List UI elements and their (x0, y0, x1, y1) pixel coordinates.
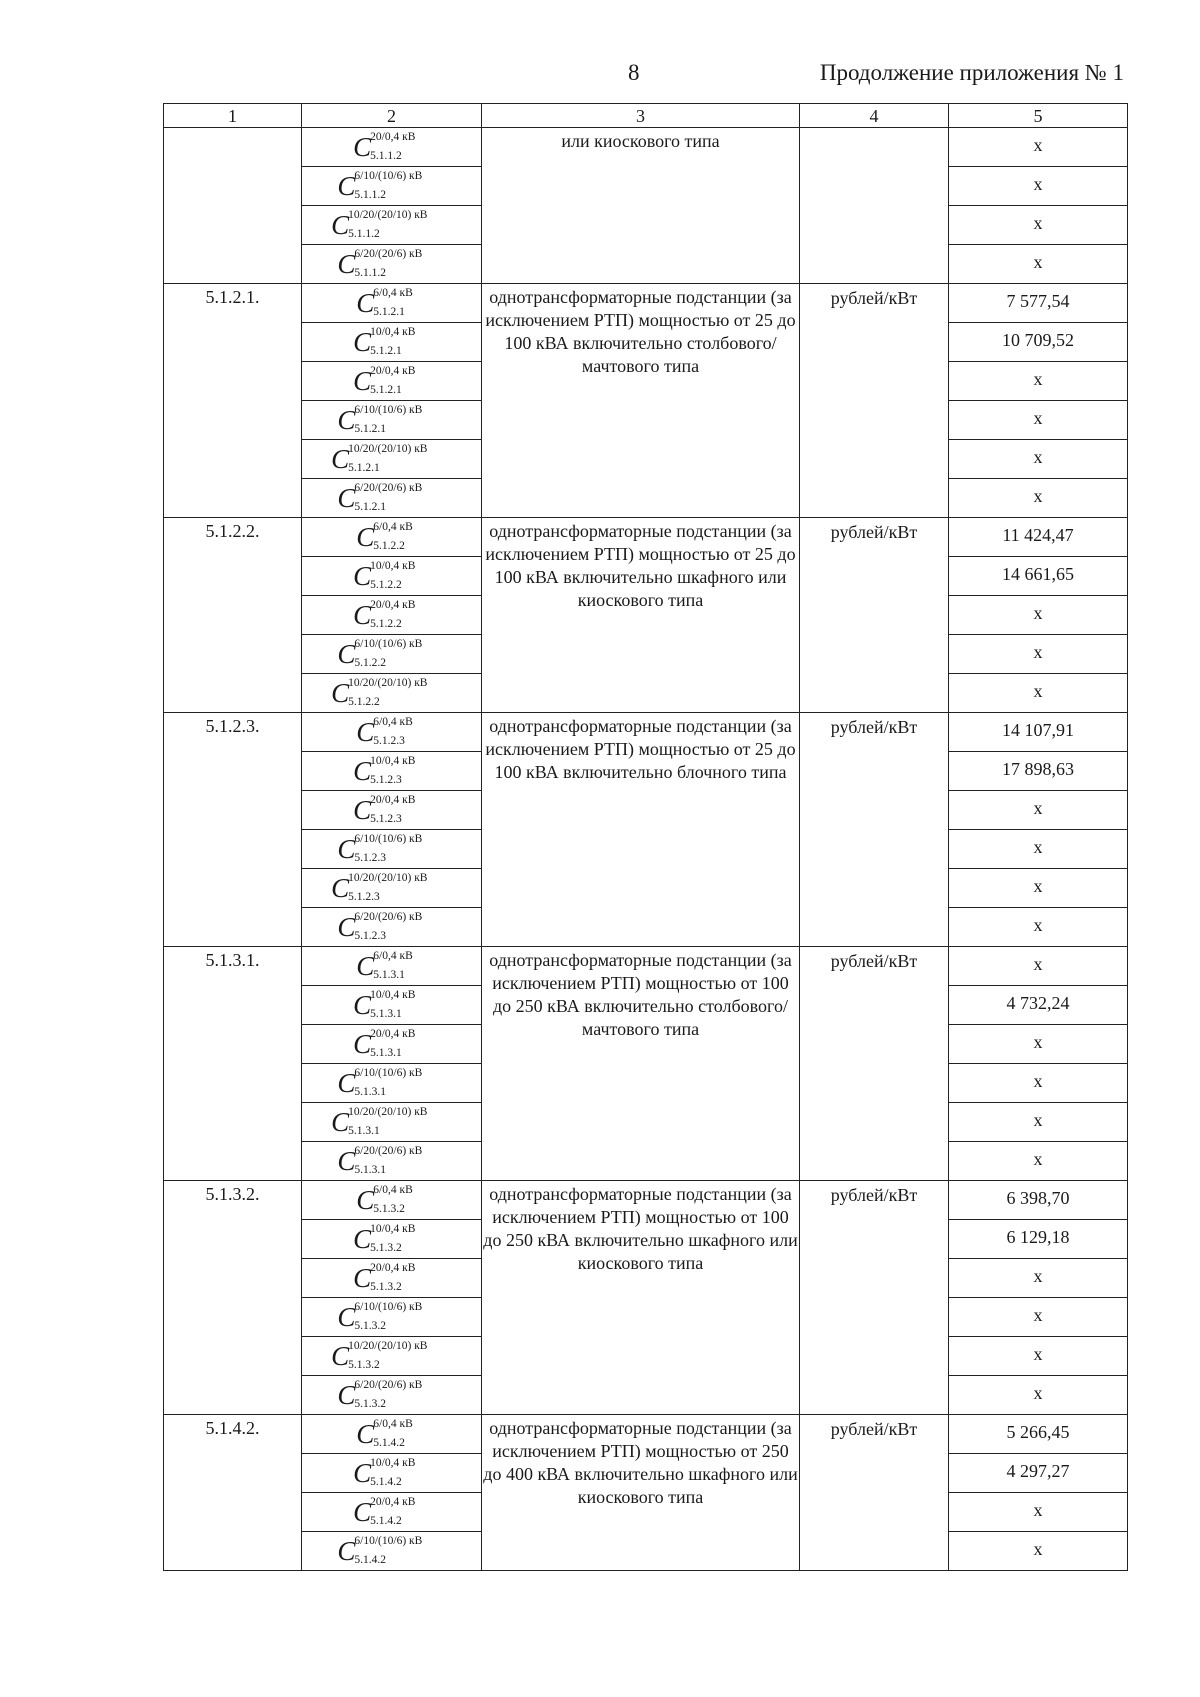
page-header-title: Продолжение приложения № 1 (819, 60, 1124, 85)
coefficient-index: 5.1.4.2 (370, 1476, 402, 1488)
coefficient-cell (302, 1337, 482, 1376)
coefficient-cell (302, 674, 482, 713)
value-cell: х (949, 167, 1128, 206)
coefficient-symbol (337, 403, 445, 437)
description-cell: однотрансформаторные подстанции (за исключением РТП) мощностью от 100 до 250 кВА включительно столбового/мачтового типа (482, 947, 800, 1181)
coefficient-voltage: 20/0,4 кВ (370, 365, 416, 377)
coefficient-symbol (353, 1222, 430, 1256)
coefficient-letter: C (353, 132, 372, 162)
coefficient-voltage: 10/0,4 кВ (370, 1457, 416, 1469)
coefficient-symbol (356, 949, 426, 983)
table-row (164, 947, 1128, 986)
coefficient-cell (302, 635, 482, 674)
coefficient-index: 5.1.2.2 (370, 618, 402, 630)
coefficient-index: 5.1.4.2 (373, 1437, 405, 1449)
coefficient-cell (302, 1181, 482, 1220)
value-cell: х (949, 869, 1128, 908)
coefficient-letter: C (331, 444, 350, 474)
table-row (164, 128, 1128, 167)
coefficient-voltage: 20/0,4 кВ (370, 1496, 416, 1508)
coefficient-voltage: 20/0,4 кВ (370, 599, 416, 611)
value-cell: х (949, 128, 1128, 167)
value-cell: х (949, 245, 1128, 284)
coefficient-index: 5.1.3.1 (373, 969, 405, 981)
coefficient-symbol (337, 637, 445, 671)
coefficient-index: 5.1.2.3 (354, 852, 387, 864)
value-cell: х (949, 206, 1128, 245)
coefficient-symbol (331, 1339, 452, 1373)
value-cell: х (949, 362, 1128, 401)
coefficient-symbol (331, 871, 452, 905)
description-cell: или киоскового типа (482, 128, 800, 284)
coefficient-letter: C (337, 1068, 356, 1098)
coefficient-symbol (356, 1183, 426, 1217)
code-cell: 5.1.3.1. (164, 947, 302, 1181)
coefficient-voltage: 6/10/(10/6) кВ (354, 404, 423, 416)
column-header-row (164, 104, 1128, 128)
coefficient-index: 5.1.2.1 (370, 384, 402, 396)
coefficient-letter: C (353, 756, 372, 786)
value-cell: 11 424,47 (949, 518, 1128, 557)
description-cell: однотрансформаторные подстанции (за исключением РТП) мощностью от 25 до 100 кВА включительно шкафного или киоскового типа (482, 518, 800, 713)
coefficient-symbol (337, 832, 445, 866)
value-cell: х (949, 1259, 1128, 1298)
coefficient-symbol (337, 1300, 445, 1334)
coefficient-letter: C (353, 600, 372, 630)
coefficient-voltage: 10/20/(20/10) кВ (348, 1106, 428, 1118)
value-cell: х (949, 440, 1128, 479)
coefficient-cell (302, 1064, 482, 1103)
value-cell: х (949, 596, 1128, 635)
coefficient-cell (302, 284, 482, 323)
coefficient-symbol (356, 715, 426, 749)
coefficient-voltage: 10/20/(20/10) кВ (348, 872, 428, 884)
coefficient-index: 5.1.2.1 (354, 501, 387, 513)
column-header-4: 4 (800, 104, 949, 128)
coefficient-letter: C (353, 1497, 372, 1527)
table-row (164, 284, 1128, 323)
coefficient-voltage: 6/0,4 кВ (373, 1418, 413, 1430)
coefficient-symbol (353, 598, 430, 632)
coefficient-voltage: 6/10/(10/6) кВ (354, 833, 423, 845)
coefficient-cell (302, 986, 482, 1025)
coefficient-index: 5.1.2.1 (354, 423, 387, 435)
coefficient-symbol (337, 910, 445, 944)
coefficient-index: 5.1.2.2 (354, 657, 387, 669)
value-cell: х (949, 908, 1128, 947)
coefficient-index: 5.1.3.2 (354, 1398, 387, 1410)
coefficient-cell (302, 1532, 482, 1571)
unit-cell: рублей/кВт (800, 1181, 949, 1415)
coefficient-letter: C (356, 1185, 375, 1215)
coefficient-index: 5.1.1.2 (354, 189, 387, 201)
coefficient-voltage: 6/10/(10/6) кВ (354, 638, 423, 650)
value-cell: х (949, 830, 1128, 869)
coefficient-letter: C (337, 405, 356, 435)
coefficient-symbol (331, 442, 452, 476)
column-header-2: 2 (302, 104, 482, 128)
coefficient-cell (302, 518, 482, 557)
coefficient-index: 5.1.3.2 (370, 1242, 402, 1254)
coefficient-cell (302, 791, 482, 830)
coefficient-cell (302, 1220, 482, 1259)
coefficient-letter: C (353, 1029, 372, 1059)
column-header-1: 1 (164, 104, 302, 128)
coefficient-index: 5.1.3.2 (373, 1203, 405, 1215)
code-cell (164, 128, 302, 284)
coefficient-letter: C (356, 717, 375, 747)
coefficient-cell (302, 401, 482, 440)
code-cell: 5.1.2.2. (164, 518, 302, 713)
table-row (164, 1181, 1128, 1220)
coefficient-symbol (337, 1066, 445, 1100)
coefficient-index: 5.1.4.2 (370, 1515, 402, 1527)
description-cell: однотрансформаторные подстанции (за исключением РТП) мощностью от 25 до 100 кВА включительно столбового/мачтового типа (482, 284, 800, 518)
unit-cell: рублей/кВт (800, 1415, 949, 1571)
coefficient-index: 5.1.2.3 (373, 735, 405, 747)
coefficient-symbol (337, 1534, 445, 1568)
coefficient-index: 5.1.2.2 (348, 696, 380, 708)
value-cell: х (949, 401, 1128, 440)
coefficient-letter: C (356, 522, 375, 552)
coefficient-cell (302, 1103, 482, 1142)
coefficient-index: 5.1.4.2 (354, 1554, 387, 1566)
value-cell: 10 709,52 (949, 323, 1128, 362)
coefficient-voltage: 6/10/(10/6) кВ (354, 1067, 423, 1079)
coefficient-voltage: 6/10/(10/6) кВ (354, 1301, 423, 1313)
coefficient-cell (302, 128, 482, 167)
coefficient-cell (302, 245, 482, 284)
value-cell: 4 297,27 (949, 1454, 1128, 1493)
unit-cell: рублей/кВт (800, 284, 949, 518)
coefficient-cell (302, 1415, 482, 1454)
coefficient-symbol (337, 481, 445, 515)
coefficient-cell (302, 362, 482, 401)
coefficient-cell (302, 869, 482, 908)
coefficient-voltage: 10/0,4 кВ (370, 755, 416, 767)
coefficient-index: 5.1.3.1 (348, 1125, 380, 1137)
coefficient-voltage: 20/0,4 кВ (370, 794, 416, 806)
value-cell: 14 661,65 (949, 557, 1128, 596)
coefficient-index: 5.1.3.1 (354, 1086, 387, 1098)
coefficient-symbol (353, 754, 430, 788)
coefficient-cell (302, 947, 482, 986)
code-cell: 5.1.2.3. (164, 713, 302, 947)
table-row (164, 713, 1128, 752)
table-row (164, 1415, 1128, 1454)
coefficient-voltage: 10/20/(20/10) кВ (348, 677, 428, 689)
coefficient-voltage: 6/0,4 кВ (373, 716, 413, 728)
coefficient-index: 5.1.2.3 (370, 774, 402, 786)
coefficient-voltage: 6/20/(20/6) кВ (354, 1379, 423, 1391)
coefficient-voltage: 10/20/(20/10) кВ (348, 209, 428, 221)
coefficient-letter: C (353, 327, 372, 357)
value-cell: 4 732,24 (949, 986, 1128, 1025)
value-cell: 14 107,91 (949, 713, 1128, 752)
coefficient-index: 5.1.2.1 (373, 306, 405, 318)
value-cell: х (949, 635, 1128, 674)
coefficient-cell (302, 206, 482, 245)
coefficient-letter: C (331, 1107, 350, 1137)
code-cell: 5.1.4.2. (164, 1415, 302, 1571)
coefficient-letter: C (331, 1341, 350, 1371)
value-cell: 5 266,45 (949, 1415, 1128, 1454)
coefficient-index: 5.1.3.1 (370, 1008, 402, 1020)
coefficient-voltage: 10/20/(20/10) кВ (348, 443, 428, 455)
coefficient-symbol (353, 988, 430, 1022)
coefficient-letter: C (353, 1224, 372, 1254)
column-header-3: 3 (482, 104, 800, 128)
coefficient-cell (302, 323, 482, 362)
coefficient-letter: C (337, 1380, 356, 1410)
coefficient-letter: C (356, 288, 375, 318)
coefficient-letter: C (331, 873, 350, 903)
coefficient-letter: C (331, 678, 350, 708)
coefficient-index: 5.1.3.2 (348, 1359, 380, 1371)
value-cell: х (949, 1337, 1128, 1376)
coefficient-letter: C (337, 171, 356, 201)
coefficient-symbol (353, 793, 430, 827)
coefficient-cell (302, 1376, 482, 1415)
coefficient-symbol (353, 559, 430, 593)
coefficient-index: 5.1.3.1 (354, 1164, 387, 1176)
coefficient-symbol (353, 1495, 430, 1529)
coefficient-index: 5.1.2.2 (370, 579, 402, 591)
coefficient-letter: C (353, 561, 372, 591)
unit-cell (800, 128, 949, 284)
coefficient-cell (302, 1142, 482, 1181)
coefficient-letter: C (337, 1302, 356, 1332)
code-cell: 5.1.3.2. (164, 1181, 302, 1415)
coefficient-voltage: 10/0,4 кВ (370, 560, 416, 572)
value-cell: х (949, 1376, 1128, 1415)
coefficient-letter: C (353, 1263, 372, 1293)
coefficient-cell (302, 440, 482, 479)
coefficient-letter: C (331, 210, 350, 240)
coefficient-letter: C (337, 639, 356, 669)
table-row (164, 518, 1128, 557)
coefficient-cell (302, 752, 482, 791)
coefficient-voltage: 6/0,4 кВ (373, 287, 413, 299)
coefficient-voltage: 6/20/(20/6) кВ (354, 482, 423, 494)
value-cell: х (949, 1025, 1128, 1064)
coefficient-voltage: 6/0,4 кВ (373, 1184, 413, 1196)
value-cell: х (949, 1103, 1128, 1142)
unit-cell: рублей/кВт (800, 713, 949, 947)
coefficient-index: 5.1.2.1 (370, 345, 402, 357)
coefficient-cell (302, 1259, 482, 1298)
coefficient-letter: C (356, 1419, 375, 1449)
coefficient-letter: C (337, 1146, 356, 1176)
value-cell: х (949, 1298, 1128, 1337)
coefficient-cell (302, 908, 482, 947)
coefficient-letter: C (337, 834, 356, 864)
table-body (164, 104, 1128, 1571)
coefficient-symbol (353, 130, 430, 164)
unit-cell: рублей/кВт (800, 947, 949, 1181)
coefficient-symbol (356, 1417, 426, 1451)
coefficient-symbol (337, 169, 445, 203)
coefficient-voltage: 10/0,4 кВ (370, 326, 416, 338)
coefficient-index: 5.1.1.2 (354, 267, 387, 279)
coefficient-index: 5.1.2.2 (373, 540, 405, 552)
value-cell: х (949, 1064, 1128, 1103)
coefficient-symbol (353, 1027, 430, 1061)
coefficient-symbol (331, 1105, 452, 1139)
value-cell: х (949, 791, 1128, 830)
value-cell: 6 398,70 (949, 1181, 1128, 1220)
coefficient-voltage: 10/0,4 кВ (370, 1223, 416, 1235)
coefficient-index: 5.1.3.2 (370, 1281, 402, 1293)
description-cell: однотрансформаторные подстанции (за исключением РТП) мощностью от 250 до 400 кВА включительно шкафного или киоскового типа (482, 1415, 800, 1571)
coefficient-symbol (356, 286, 426, 320)
coefficient-index: 5.1.2.3 (354, 930, 387, 942)
coefficient-symbol (337, 1144, 445, 1178)
coefficient-symbol (331, 676, 452, 710)
coefficient-letter: C (337, 912, 356, 942)
coefficient-symbol (331, 208, 452, 242)
value-cell: 17 898,63 (949, 752, 1128, 791)
coefficient-voltage: 6/20/(20/6) кВ (354, 911, 423, 923)
coefficient-cell (302, 1493, 482, 1532)
coefficient-index: 5.1.1.2 (348, 228, 380, 240)
value-cell: х (949, 947, 1128, 986)
coefficient-voltage: 6/0,4 кВ (373, 521, 413, 533)
column-header-5: 5 (949, 104, 1128, 128)
coefficient-letter: C (337, 249, 356, 279)
value-cell: 6 129,18 (949, 1220, 1128, 1259)
coefficient-cell (302, 596, 482, 635)
coefficient-voltage: 20/0,4 кВ (370, 1262, 416, 1274)
coefficient-voltage: 6/10/(10/6) кВ (354, 170, 423, 182)
coefficient-cell (302, 479, 482, 518)
coefficient-letter: C (353, 1458, 372, 1488)
coefficient-index: 5.1.3.2 (354, 1320, 387, 1332)
page-number: 8 (628, 60, 640, 85)
coefficient-symbol (337, 247, 445, 281)
coefficient-letter: C (353, 795, 372, 825)
tariff-table (163, 103, 1128, 1571)
coefficient-voltage: 6/0,4 кВ (373, 950, 413, 962)
value-cell: х (949, 674, 1128, 713)
coefficient-cell (302, 1454, 482, 1493)
value-cell: 7 577,54 (949, 284, 1128, 323)
value-cell: х (949, 1142, 1128, 1181)
coefficient-voltage: 20/0,4 кВ (370, 131, 416, 143)
coefficient-index: 5.1.2.3 (370, 813, 402, 825)
description-cell: однотрансформаторные подстанции (за исключением РТП) мощностью от 100 до 250 кВА включительно шкафного или киоскового типа (482, 1181, 800, 1415)
coefficient-voltage: 6/20/(20/6) кВ (354, 1145, 423, 1157)
coefficient-cell (302, 557, 482, 596)
coefficient-symbol (353, 325, 430, 359)
coefficient-letter: C (353, 366, 372, 396)
coefficient-voltage: 10/0,4 кВ (370, 989, 416, 1001)
coefficient-index: 5.1.2.3 (348, 891, 380, 903)
coefficient-symbol (337, 1378, 445, 1412)
coefficient-index: 5.1.1.2 (370, 150, 402, 162)
coefficient-symbol (353, 364, 430, 398)
value-cell: х (949, 479, 1128, 518)
code-cell: 5.1.2.1. (164, 284, 302, 518)
coefficient-letter: C (356, 951, 375, 981)
coefficient-index: 5.1.2.1 (348, 462, 380, 474)
coefficient-index: 5.1.3.1 (370, 1047, 402, 1059)
value-cell: х (949, 1532, 1128, 1571)
coefficient-cell (302, 713, 482, 752)
coefficient-voltage: 6/10/(10/6) кВ (354, 1535, 423, 1547)
coefficient-letter: C (337, 1536, 356, 1566)
coefficient-letter: C (337, 483, 356, 513)
coefficient-letter: C (353, 990, 372, 1020)
coefficient-symbol (356, 520, 426, 554)
coefficient-cell (302, 1298, 482, 1337)
description-cell: однотрансформаторные подстанции (за исключением РТП) мощностью от 25 до 100 кВА включительно блочного типа (482, 713, 800, 947)
coefficient-voltage: 20/0,4 кВ (370, 1028, 416, 1040)
coefficient-voltage: 6/20/(20/6) кВ (354, 248, 423, 260)
value-cell: х (949, 1493, 1128, 1532)
coefficient-cell (302, 1025, 482, 1064)
coefficient-symbol (353, 1261, 430, 1295)
coefficient-voltage: 10/20/(20/10) кВ (348, 1340, 428, 1352)
unit-cell: рублей/кВт (800, 518, 949, 713)
coefficient-cell (302, 830, 482, 869)
coefficient-cell (302, 167, 482, 206)
coefficient-symbol (353, 1456, 430, 1490)
